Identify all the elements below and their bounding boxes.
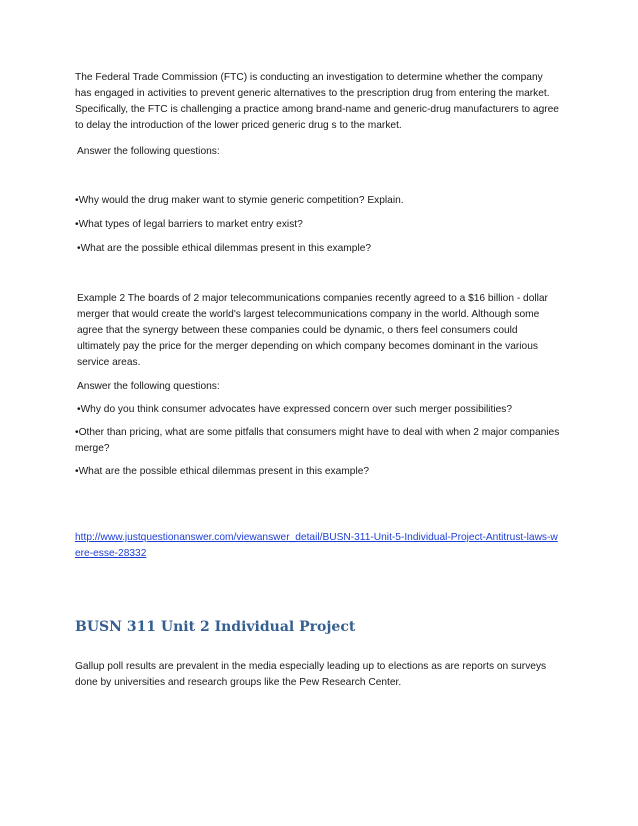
closing-paragraph: Gallup poll results are prevalent in the media especially leading up to elections as are reports on surveys done by universities and research groups like the Pew Research Center. <box>75 661 547 688</box>
intro-paragraph: The Federal Trade Commission (FTC) is conducting an investigation to determine whether the company has engaged in activities to prevent generic alternatives to the prescription drug from entering the market. Specifically, the FTC is challenging a practice among brand-name and generic-drug manufacturers to agree to delay the introduction of the lower priced generic drug s to the market. <box>75 72 559 131</box>
question-1-1: •Why would the drug maker want to stymie generic competition? Explain. <box>75 195 404 206</box>
section-heading: BUSN 311 Unit 2 Individual Project <box>75 619 356 635</box>
answer-link-paragraph <box>75 530 560 562</box>
question-2-3: •What are the possible ethical dilemmas present in this example? <box>75 466 370 477</box>
document-body <box>75 70 560 691</box>
question-2-2: •Other than pricing, what are some pitfalls that consumers might have to deal with when 2 major companies merge? <box>75 427 560 454</box>
question-1-3: •What are the possible ethical dilemmas present in this example? <box>77 243 372 254</box>
answer-link[interactable]: http://www.justquestionanswer.com/viewanswer_detail/BUSN-311-Unit-5-Individual-Project-Antitrust-laws-were-esse-28332 <box>75 532 558 559</box>
answer-prompt-1: Answer the following questions: <box>77 146 220 157</box>
answer-prompt-2: Answer the following questions: <box>77 381 220 392</box>
question-1-2: •What types of legal barriers to market entry exist? <box>75 219 303 230</box>
example-2-paragraph: Example 2 The boards of 2 major telecommunications companies recently agreed to a $16 billion - dollar merger that would create the world's largest telecommunications company in the world. Although some agree that the synergy between these companies could be dynamic, o thers feel consumers could ultimately pay the price for the merger depending on which company becomes dominant in the various service areas. <box>77 293 548 368</box>
question-2-1: •Why do you think consumer advocates have expressed concern over such merger possibilities? <box>77 404 513 415</box>
